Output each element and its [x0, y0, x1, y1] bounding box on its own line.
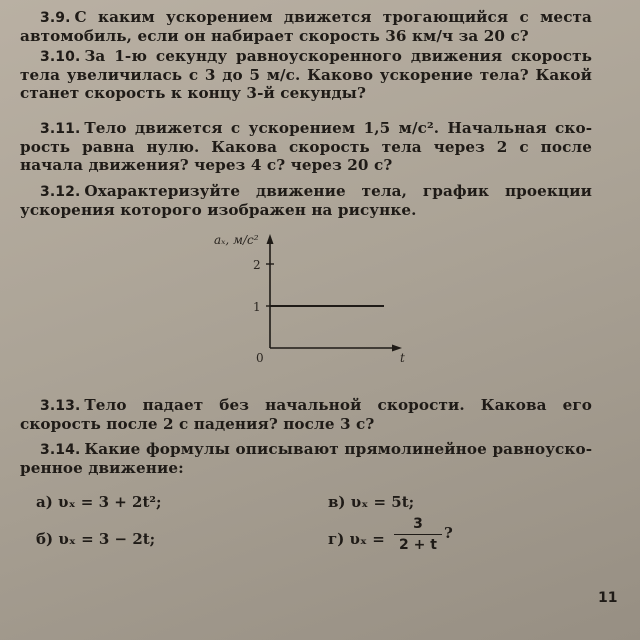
problem-number: 3.13. — [40, 398, 81, 414]
fraction — [394, 516, 442, 553]
formula-g-end: ? — [444, 524, 453, 542]
page-number: 11 — [598, 590, 618, 606]
problem-text: С каким ускорением движется трогающийся с места автомобиль, если он набирает скорость 36 км/ч за 20 с? — [20, 8, 592, 45]
origin-label: 0 — [256, 351, 264, 365]
problem-3-13 — [20, 396, 592, 433]
problem-3-14 — [20, 440, 592, 477]
problem-3-10 — [20, 47, 592, 102]
problem-3-9 — [20, 8, 592, 45]
y-tick-label-2: 2 — [253, 258, 261, 272]
fraction-denominator: 2 + t — [399, 537, 437, 553]
formula-v: в) υₓ = 5t; — [328, 493, 415, 511]
problem-number: 3.14. — [40, 442, 81, 458]
problem-3-12 — [20, 182, 592, 219]
fraction-numerator: 3 — [413, 516, 423, 532]
problem-3-11 — [20, 119, 592, 174]
problem-text: Охарактеризуйте движение тела, график проекции ускорения которого изображен на рисунке. — [20, 182, 592, 219]
y-axis-label: aₓ, м/с² — [214, 233, 259, 247]
fraction-bar — [394, 534, 442, 535]
formula-a: а) υₓ = 3 + 2t²; — [36, 493, 162, 511]
problem-text: Какие формулы описывают прямолинейное равноускоренное движение: — [20, 440, 592, 477]
formula-b: б) υₓ = 3 − 2t; — [36, 530, 156, 548]
problem-number: 3.11. — [40, 121, 81, 137]
problem-number: 3.9. — [40, 10, 71, 26]
problem-text: Тело движется с ускорением 1,5 м/с². Начальная скорость равна нулю. Какова скорость тела через 2 с после начала движения? через 4 с? через 20 с? — [20, 119, 592, 174]
y-tick-label-1: 1 — [253, 300, 261, 314]
acceleration-graph — [198, 226, 428, 366]
problem-text: За 1-ю секунду равноускоренного движения скорость тела увеличилась с 3 до 5 м/с. Каково ускорение тела? Какой станет скорость к концу 3-й секунды? — [20, 47, 592, 102]
problem-text: Тело падает без начальной скорости. Какова его скорость после 2 с падения? после 3 с? — [20, 396, 592, 433]
y-axis-arrow — [267, 234, 274, 244]
problem-number: 3.12. — [40, 184, 81, 200]
formula-g: г) υₓ = — [328, 530, 385, 548]
x-axis-label: t — [400, 351, 405, 365]
problem-number: 3.10. — [40, 49, 81, 65]
